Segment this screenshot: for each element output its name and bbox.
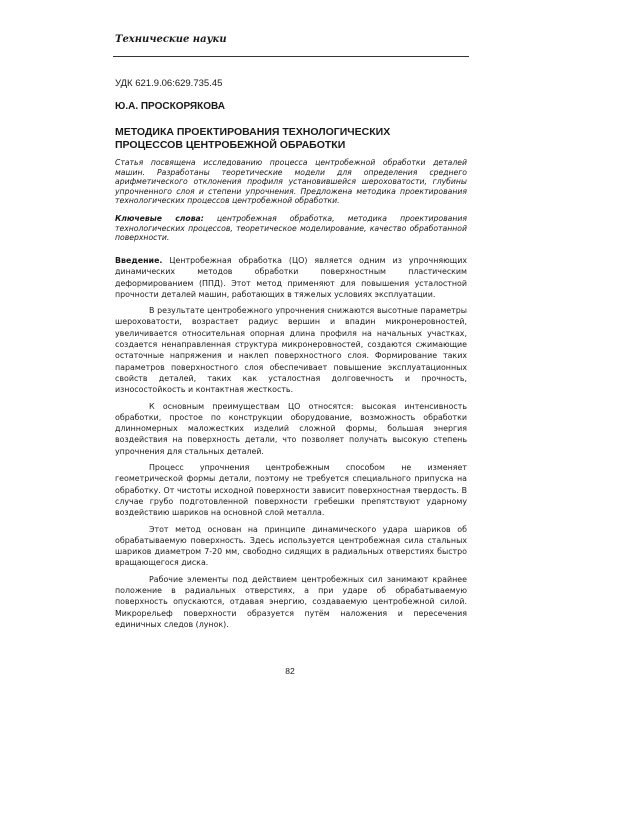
keywords-text: центробежная обработка, методика проектирования технологических процессов, теоретическое моделирование, качество обработанной поверхности. <box>115 214 468 243</box>
page-number: 82 <box>285 666 295 676</box>
udk-code: УДК 621.9.06:629.735.45 <box>115 78 223 89</box>
title-line-2: ПРОЦЕССОВ ЦЕНТРОБЕЖНОЙ ОБРАБОТКИ <box>115 139 346 151</box>
intro-text: Центробежная обработка (ЦО) является одним из упрочняющих динамических методов обработки поверхностным пластическим деформированием (ППД). Этот метод применяют для повышения усталостной прочности деталей машин, работающих в тяжелых условиях эксплуатации. <box>115 256 467 299</box>
article-body <box>115 255 467 635</box>
header-rule <box>113 56 469 57</box>
paragraph-intro <box>115 255 467 300</box>
keywords-label: Ключевые слова: <box>115 214 204 223</box>
keywords <box>115 214 467 243</box>
intro-label: Введение. <box>115 256 163 265</box>
title-line-1: МЕТОДИКА ПРОЕКТИРОВАНИЯ ТЕХНОЛОГИЧЕСКИХ <box>115 126 391 138</box>
paragraph-6: Рабочие элементы под действием центробежных сил занимают крайнее положение в радиальных отверстиях, а при ударе об обрабатываемую поверхность опускаются, отдавая энергию, создаваемую центробежной силой. Микрорельеф поверхности образуется путём наложения и пересечения единичных следов (лунок). <box>115 574 467 629</box>
paragraph-2: В результате центробежного упрочнения снижаются высотные параметры шероховатости, возрастает радиус вершин и впадин микронеровностей, увеличивается относительная опорная длина профиля на начальных участках, создается ненаправленная структура микронеровностей, создаются сжимающие остаточные напряжения и наклеп поверхностного слоя. Формирование таких параметров поверхностного слоя обеспечивает повышение эксплуатационных свойств деталей, таких как усталостная долговечность и прочность, износостойкость и контактная жесткость. <box>115 306 467 395</box>
author-name: Ю.А. ПРОСКОРЯКОВА <box>115 101 225 112</box>
running-header: Технические науки <box>115 34 227 45</box>
article-title <box>115 126 455 152</box>
paragraph-4: Процесс упрочнения центробежным способом не изменяет геометрической формы детали, поэтому не требуется специального припуска на обработку. От чистоты исходной поверхности зависит поверхностная твердость. В случае грубо подготовленной поверхности гребешки препятствуют ударному воздействию шариков на основной слой металла. <box>115 463 467 518</box>
abstract: Статья посвящена исследованию процесса центробежной обработки деталей машин. Разработаны теоретические модели для определения среднего арифметического отклонения профиля установившейся шероховатости, глубины упрочненного слоя и степени упрочнения. Предложена методика проектирования технологических процессов центробежной обработки. <box>115 158 467 206</box>
paragraph-5: Этот метод основан на принципе динамического удара шариков об обрабатываемую поверхность. Здесь используется центробежная сила стальных шариков диаметром 7-20 мм, свободно сидящих в радиальных отверстиях быстро вращающегося диска. <box>115 524 467 568</box>
paragraph-3: К основным преимуществам ЦО относятся: высокая интенсивность обработки, простое по конструкции оборудование, возможность обработки длинномерных маложестких изделий сложной формы, большая энергия воздействия на поверхность детали, что позволяет получать высокую степень упрочнения для стальных деталей. <box>115 401 467 456</box>
